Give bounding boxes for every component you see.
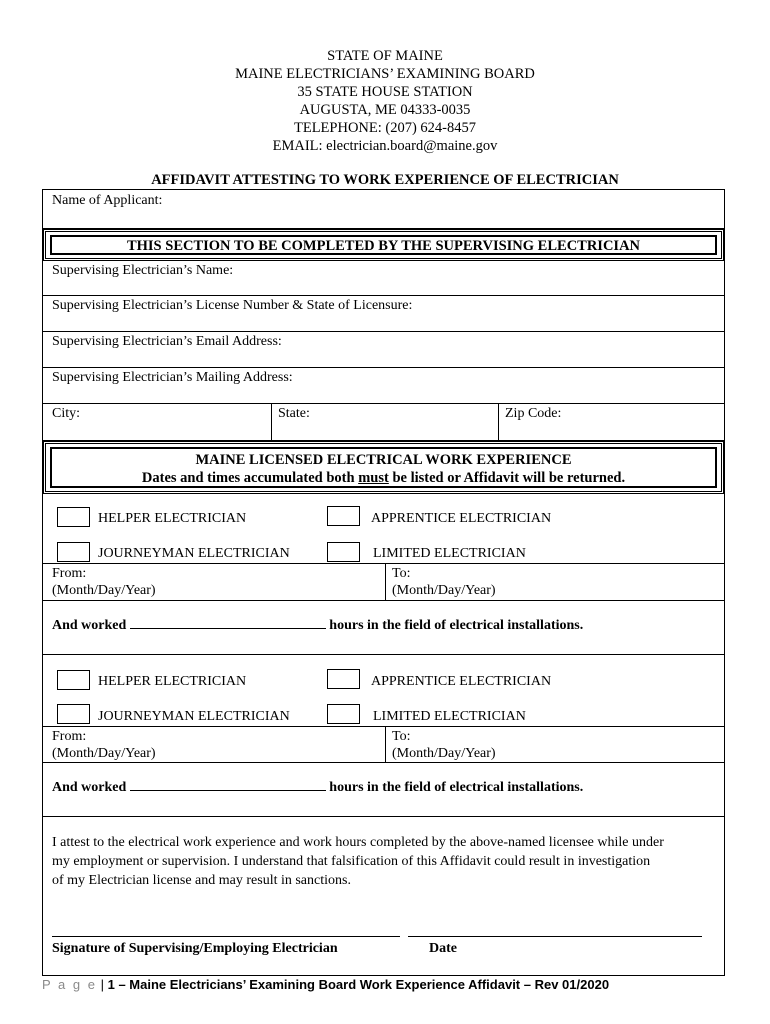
experience-banner-title: MAINE LICENSED ELECTRICAL WORK EXPERIENCE bbox=[195, 452, 572, 468]
apprentice-label-2: APPRENTICE ELECTRICIAN bbox=[371, 674, 552, 689]
experience-banner-instructions: Dates and times accumulated both must be listed or Affidavit will be returned. bbox=[141, 470, 626, 486]
header-telephone: TELEPHONE: (207) 624-8457 bbox=[293, 120, 477, 136]
to-field-2[interactable]: To: (Month/Day/Year) bbox=[392, 729, 496, 761]
helper-checkbox-2[interactable] bbox=[57, 670, 90, 690]
helper-checkbox-1[interactable] bbox=[57, 507, 90, 527]
applicant-label: Name of Applicant: bbox=[52, 193, 163, 208]
apprentice-checkbox-2[interactable] bbox=[327, 669, 360, 689]
experience-section-banner bbox=[43, 441, 724, 494]
supervisor-mailing-row[interactable] bbox=[43, 368, 724, 404]
apprentice-checkbox-1[interactable] bbox=[327, 506, 360, 526]
header-address-station: 35 STATE HOUSE STATION bbox=[297, 84, 473, 100]
date-range-row-1 bbox=[43, 563, 724, 601]
journeyman-checkbox-1[interactable] bbox=[57, 542, 90, 562]
apprentice-label-1: APPRENTICE ELECTRICIAN bbox=[371, 511, 552, 526]
supervisor-email-label: Supervising Electrician’s Email Address: bbox=[52, 334, 282, 349]
header-email: EMAIL: electrician.board@maine.gov bbox=[272, 138, 498, 154]
zip-label: Zip Code: bbox=[505, 406, 562, 421]
header-address-city: AUGUSTA, ME 04333-0035 bbox=[299, 102, 471, 118]
attestation-text: I attest to the electrical work experience and work hours completed by the above-named licensee while under my employment or supervision. I understand that falsification of this Affidavit could result in investigation of my Electrician license and may result in sanctions. bbox=[52, 835, 664, 888]
signature-line[interactable] bbox=[52, 936, 400, 937]
supervisor-name-label: Supervising Electrician’s Name: bbox=[52, 263, 234, 278]
hours-statement-2: And worked hours in the field of electrical installations. bbox=[52, 780, 584, 795]
footer-separator: | bbox=[100, 977, 104, 992]
date-line[interactable] bbox=[408, 936, 702, 937]
experience-block-2-types bbox=[43, 655, 724, 726]
affidavit-form bbox=[42, 189, 725, 976]
page-footer bbox=[42, 977, 609, 992]
footer-text: 1 – Maine Electricians’ Examining Board Work Experience Affidavit – Rev 01/2020 bbox=[107, 977, 610, 992]
to-field-1[interactable]: To: (Month/Day/Year) bbox=[392, 566, 496, 598]
city-state-zip-row bbox=[43, 404, 724, 441]
date-range-row-2 bbox=[43, 726, 724, 763]
journeyman-checkbox-2[interactable] bbox=[57, 704, 90, 724]
limited-checkbox-1[interactable] bbox=[327, 542, 360, 562]
hours-row-2 bbox=[43, 763, 724, 817]
limited-checkbox-2[interactable] bbox=[327, 704, 360, 724]
from-field-2[interactable]: From: (Month/Day/Year) bbox=[52, 729, 156, 761]
supervisor-license-row[interactable] bbox=[43, 296, 724, 332]
journeyman-label-2: JOURNEYMAN ELECTRICIAN bbox=[98, 709, 290, 724]
helper-label-1: HELPER ELECTRICIAN bbox=[98, 511, 247, 526]
helper-label-2: HELPER ELECTRICIAN bbox=[98, 674, 247, 689]
supervisor-name-row[interactable] bbox=[43, 261, 724, 296]
hours-row-1 bbox=[43, 601, 724, 655]
hours-blank-1[interactable] bbox=[130, 628, 326, 629]
supervisor-mailing-label: Supervising Electrician’s Mailing Address: bbox=[52, 370, 293, 385]
applicant-row[interactable] bbox=[43, 190, 724, 229]
supervisor-license-label: Supervising Electrician’s License Number & State of Licensure: bbox=[52, 298, 413, 313]
supervisor-banner-text: THIS SECTION TO BE COMPLETED BY THE SUPERVISING ELECTRICIAN bbox=[126, 238, 641, 254]
form-title: AFFIDAVIT ATTESTING TO WORK EXPERIENCE OF ELECTRICIAN bbox=[151, 172, 619, 188]
from-field-1[interactable]: From: (Month/Day/Year) bbox=[52, 566, 156, 598]
hours-statement-1: And worked hours in the field of electrical installations. bbox=[52, 618, 584, 633]
city-label: City: bbox=[52, 406, 81, 421]
agency-header bbox=[0, 47, 770, 155]
supervisor-section-banner bbox=[43, 229, 724, 261]
hours-blank-2[interactable] bbox=[130, 790, 326, 791]
state-label: State: bbox=[278, 406, 310, 421]
header-board: MAINE ELECTRICIANS’ EXAMINING BOARD bbox=[235, 66, 535, 82]
journeyman-label-1: JOURNEYMAN ELECTRICIAN bbox=[98, 546, 290, 561]
experience-block-1-types bbox=[43, 494, 724, 563]
limited-label-2: LIMITED ELECTRICIAN bbox=[373, 709, 526, 724]
header-state: STATE OF MAINE bbox=[327, 48, 443, 64]
supervisor-email-row[interactable] bbox=[43, 332, 724, 368]
footer-page-word: P a g e bbox=[42, 977, 97, 992]
date-label: Date bbox=[429, 941, 457, 956]
signature-label: Signature of Supervising/Employing Electrician bbox=[52, 941, 338, 956]
limited-label-1: LIMITED ELECTRICIAN bbox=[373, 546, 526, 561]
